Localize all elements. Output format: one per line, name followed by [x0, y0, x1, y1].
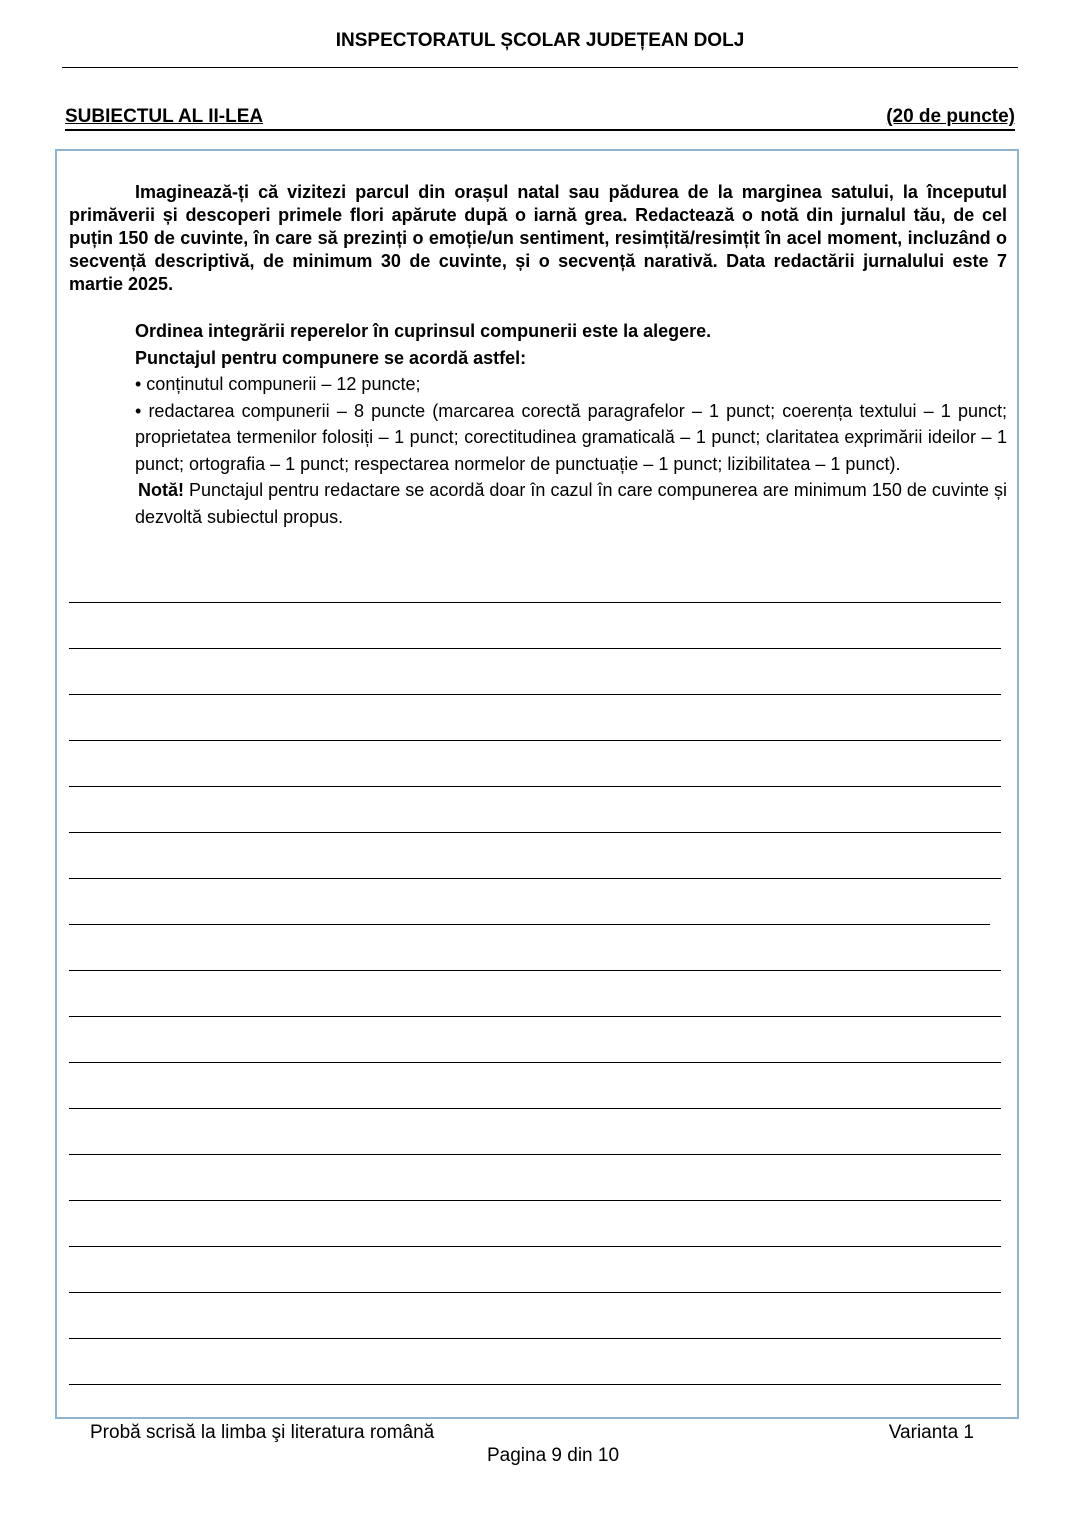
note-label: Notă!	[138, 480, 184, 500]
scoring-item-writing: • redactarea compunerii – 8 puncte (marcarea corectă paragrafelor – 1 punct; coerența textului – 1 punct; proprietatea termenilor folosiți – 1 punct; corectitudinea gramaticală – 1 punct; claritatea exprimării ideilor – 1 punct; ortografia – 1 punct; respectarea normelor de punctuație – 1 punct; lizibilitatea – 1 punct).	[135, 400, 1007, 474]
note-text: Punctajul pentru redactare se acordă doar în cazul în care compunerea are minimum 150 de cuvinte și dezvoltă subiectul propus.	[135, 480, 1007, 527]
subject-heading-row	[65, 105, 1015, 131]
scoring-heading: Punctajul pentru compunere se acordă astfel:	[135, 347, 527, 368]
page-header: INSPECTORATUL ȘCOLAR JUDEȚEAN DOLJ	[335, 30, 745, 51]
subject-points: (20 de puncte)	[886, 106, 1015, 127]
footer-page-number: Pagina 9 din 10	[486, 1445, 620, 1466]
footer-variant: Varianta 1	[888, 1422, 974, 1443]
header-rule	[62, 67, 1018, 68]
note-paragraph	[135, 477, 1007, 530]
footer-exam-name: Probă scrisă la limba şi literatura română	[90, 1422, 435, 1443]
task-prompt: Imaginează-ți că vizitezi parcul din orașul natal sau pădurea de la marginea satului, la începutul primăverii și descoperi primele flori apărute după o iarnă grea. Redactează o notă din jurnalul tău, de cel puțin 150 de cuvinte, în care să prezinți o emoție/un sentiment, resimțită/resimțit în acel moment, incluzând o secvență descriptivă, de minimum 30 de cuvinte, și o secvență narativă. Data redactării jurnalului este 7 martie 2025.	[69, 182, 1007, 294]
requirements-block	[135, 318, 1007, 530]
subject-title: SUBIECTUL AL II-LEA	[65, 106, 264, 127]
scoring-item-content: • conținutul compunerii – 12 puncte;	[135, 374, 421, 394]
order-note: Ordinea integrării reperelor în cuprinsul compunerii este la alegere.	[135, 321, 712, 341]
